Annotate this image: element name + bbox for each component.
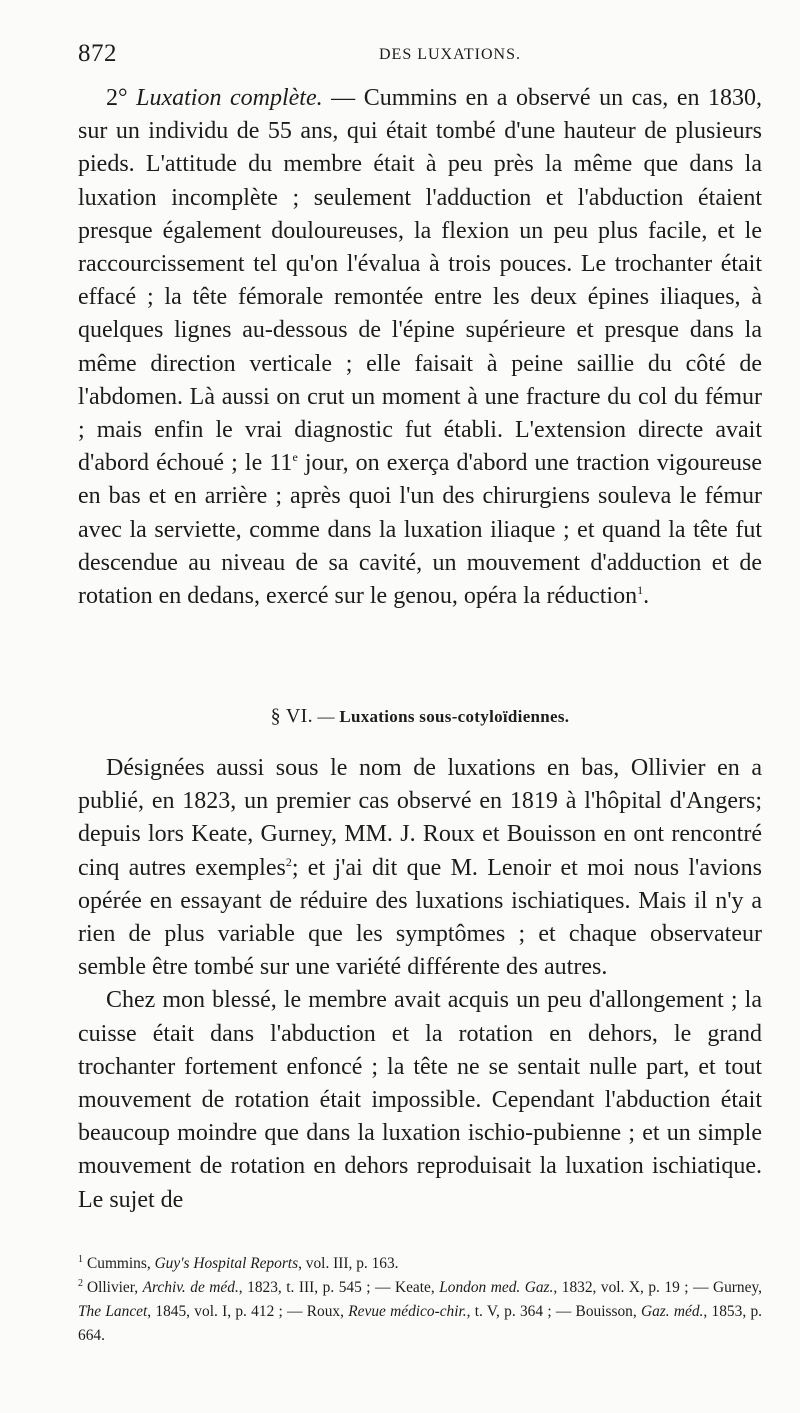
item-number: 2°	[106, 85, 128, 111]
footnote-text: , 1832, vol. X, p. 19 ; — Gurney,	[553, 1279, 762, 1296]
footnote-text: , t. V, p. 364 ; — Bouisson,	[466, 1303, 641, 1320]
paragraph-end: .	[643, 583, 650, 610]
footnote-citation-title: Guy's Hospital Reports	[154, 1255, 299, 1272]
paragraph-text: ; et j'ai dit que M. Lenoir et moi nous l'avions opérée en essayant de réduire des luxations ischiatiques. Mais il n'y a rien de plus variable que les symptômes ; et chaque observateur semble être tombé sur une variété différente des autres.	[78, 854, 762, 981]
section-dash: —	[317, 707, 335, 726]
paragraph: Chez mon blessé, le membre avait acquis un peu d'allongement ; la cuisse était dans l'abduction et la rotation en dehors, le grand trochanter fortement enfoncé ; la tête ne se sentait nulle part, et tout mouvement de rotation était impossible. Cependant l'abduction était beaucoup moindre que dans la luxation ischio-pubienne ; et un simple mouvement de rotation en dehors reproduisait la luxation ischiatique. Le sujet de	[78, 987, 762, 1213]
page-header	[78, 40, 762, 70]
subsection-title: Luxation complète.	[136, 85, 323, 111]
footnote-citation-title: Gaz. méd.	[640, 1303, 704, 1320]
footnote-citation-title: Revue médico-chir.	[348, 1303, 467, 1320]
section-heading	[78, 705, 762, 728]
footnote-text: Cummins,	[87, 1255, 155, 1272]
footnote-citation-title: London med. Gaz.	[439, 1279, 554, 1296]
footnote-text: , 1823, t. III, p. 545 ; — Keate,	[238, 1279, 440, 1296]
paragraph-text: Désignées aussi sous le nom de luxations en bas, Ollivier en a publié, en 1823, un premier cas observé en 1819 à l'hôpital d'Angers; depuis lors Keate, Gurney, MM. J. Roux et Bouisson en ont rencontré cinq autres exemples	[78, 755, 762, 881]
paragraph-text: — Cummins en a observé un cas, en 1830, sur un individu de 55 ans, qui était tombé d'une hauteur de plusieurs pieds. L'attitude du membre était à peu près la même que dans la luxation incomplète ; seulement l'adduction et l'abduction étaient presque également douloureuses, la flexion un peu plus facile, et le raccourcissement tel qu'on l'évalua à trois pouces. Le trochanter était effacé ; la tête fémorale remontée entre les deux épines iliaques, à quelques lignes au-dessous de l'épine supérieure et presque dans la même direction verticale ; elle faisait à peine saillie du côté de l'abdomen. Là aussi on crut un moment à une fracture du col du fémur ; mais enfin le vrai diagnostic fut établi. L'extension directe avait d'abord échoué ; le 11	[78, 85, 762, 477]
text-block-complete-luxation	[78, 82, 762, 613]
footnote-mark: 1	[78, 1253, 83, 1265]
running-head: DES LUXATIONS.	[379, 46, 521, 63]
footnote-text: , 1845, vol. I, p. 412 ; — Roux,	[147, 1303, 349, 1320]
text-block-subcotyloid	[78, 752, 762, 1217]
footnote-text: , 1853, p. 664.	[78, 1303, 762, 1344]
footnote-mark: 2	[78, 1277, 83, 1289]
paragraph	[78, 752, 762, 984]
footnote-text: Ollivier,	[87, 1279, 143, 1296]
footnote-citation-title: Archiv. de méd.	[142, 1279, 239, 1296]
paragraph-text: jour, on exerça d'abord une traction vigoureuse en bas et en arrière ; après quoi l'un des chirurgiens souleva le fémur avec la serviette, comme dans la luxation iliaque ; et quand la tête fut descendue au niveau de sa cavité, un mouvement d'adduction et de rotation en dedans, exercé sur le genou, opéra la réduction	[78, 450, 762, 610]
footnote-citation-title: The Lancet	[78, 1303, 148, 1320]
footnote-text: , vol. III, p. 163.	[298, 1255, 399, 1272]
ordinal-superscript: e	[292, 450, 298, 465]
footnote-2	[78, 1276, 762, 1348]
page-number: 872	[78, 40, 117, 67]
footnote-reference: 1	[637, 583, 644, 598]
section-number: § VI.	[270, 705, 313, 727]
section-title: Luxations sous-cotyloïdiennes.	[339, 707, 570, 726]
footnote-1	[78, 1252, 762, 1276]
footnotes	[78, 1252, 762, 1348]
paragraph	[78, 82, 762, 613]
footnote-reference: 2	[285, 854, 292, 869]
